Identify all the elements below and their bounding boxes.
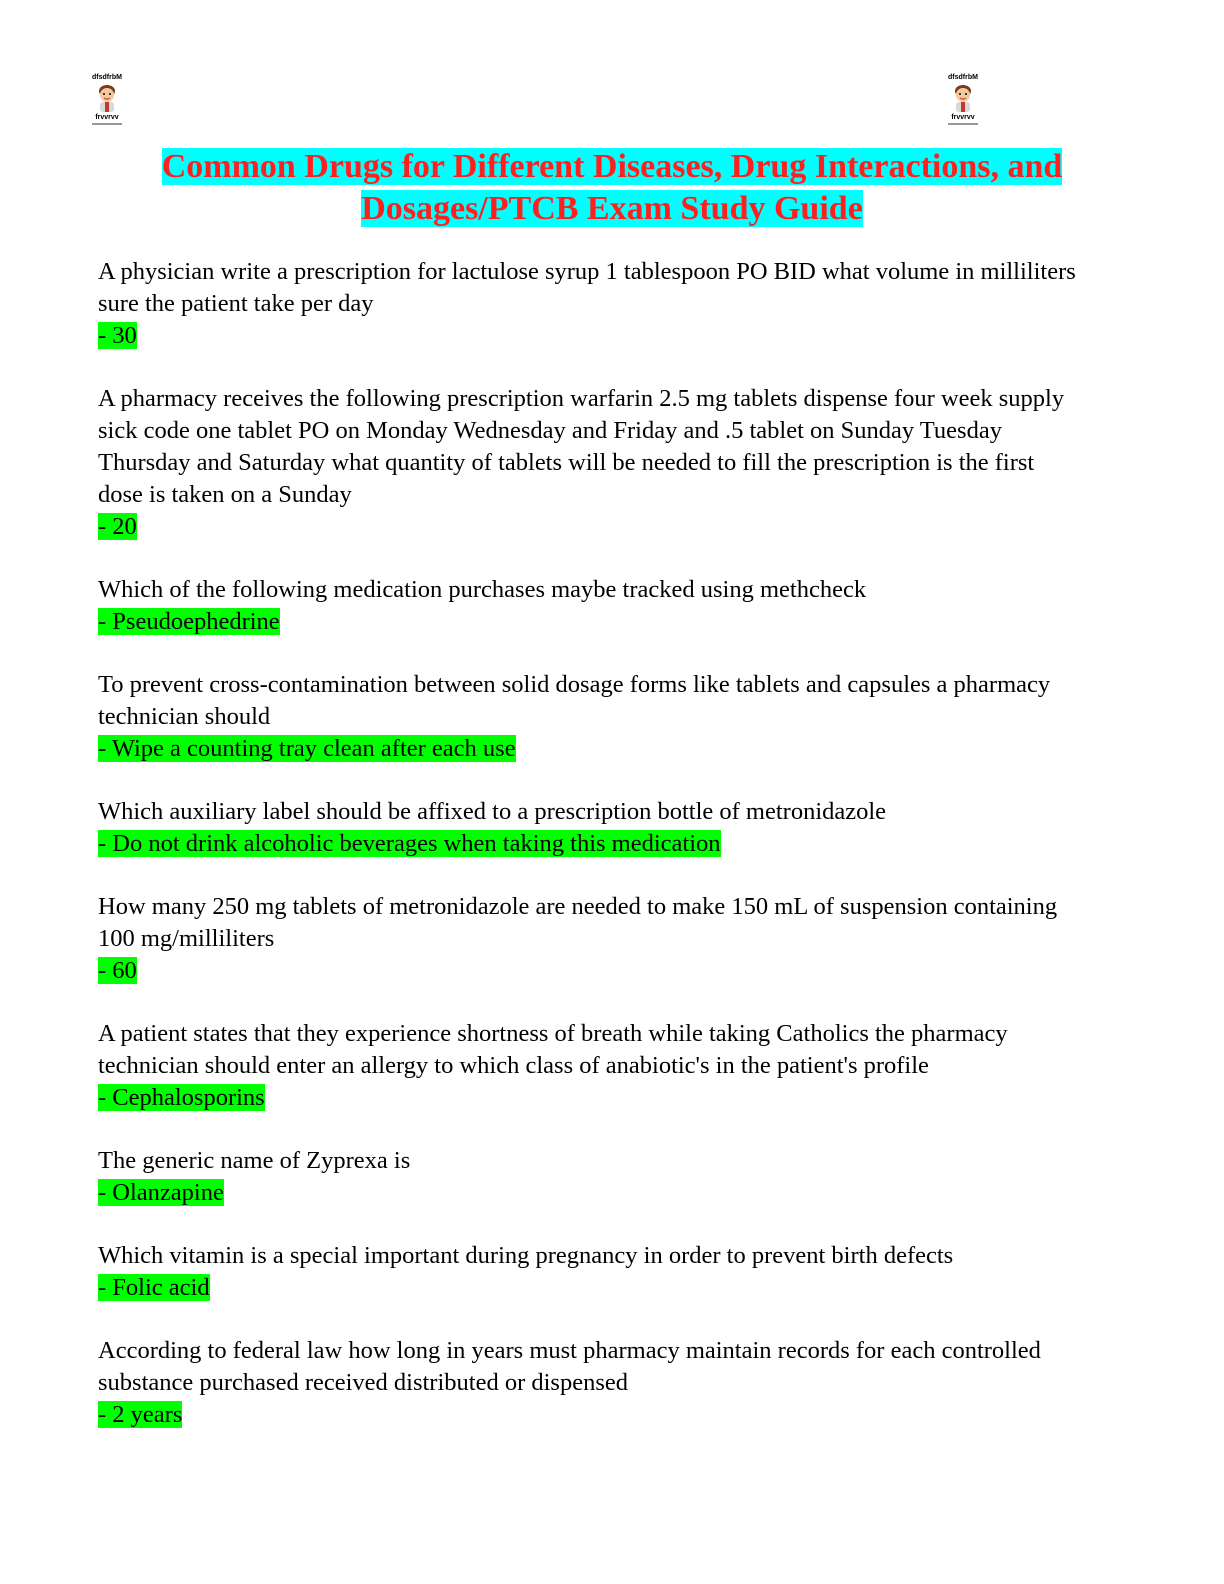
page-title-line-2: Dosages/PTCB Exam Study Guide [361,190,863,227]
qa-item [98,891,1078,987]
qa-item [98,574,1078,638]
qa-item [98,1240,1078,1304]
qa-item [98,383,1078,543]
question-text: A patient states that they experience shortness of breath while taking Catholics the pharmacy technician should enter an allergy to which class of anabiotic's in the patient's profile [98,1020,1008,1079]
answer-text: - Folic acid [98,1274,210,1301]
question-text: According to federal law how long in years must pharmacy maintain records for each controlled substance purchased received distributed or dispensed [98,1337,1041,1396]
answer-text: - Olanzapine [98,1179,224,1206]
qa-item [98,256,1078,352]
qa-item [98,669,1078,765]
qa-item [98,1335,1078,1431]
answer-text: - Cephalosporins [98,1084,265,1111]
answer-text: - Wipe a counting tray clean after each use [98,735,516,762]
answer-text: - Do not drink alcoholic beverages when taking this medication [98,830,721,857]
question-text: How many 250 mg tablets of metronidazole are needed to make 150 mL of suspension containing 100 mg/milliliters [98,893,1058,952]
mascot-face-icon [90,82,124,114]
logo-bottom-text: frvvrvv [951,114,975,121]
logo-top-text: dfsdfrbM [948,74,978,81]
page-title-line-1: Common Drugs for Different Diseases, Drug Interactions, and [161,148,1063,185]
qa-item [98,1018,1078,1114]
logo-sub-text [92,122,122,127]
logo-left [76,74,138,136]
logo-bottom-text: frvvrvv [95,114,119,121]
logo-top-text: dfsdfrbM [92,74,122,81]
answer-text: - Pseudoephedrine [98,608,280,635]
logo-tagline-icon [92,122,122,126]
question-text: To prevent cross-contamination between solid dosage forms like tablets and capsules a pharmacy technician should [98,671,1051,730]
qa-list [98,256,1078,1462]
question-text: A pharmacy receives the following prescription warfarin 2.5 mg tablets dispense four week supply sick code one tablet PO on Monday Wednesday and Friday and .5 tablet on Sunday Tuesday Thursday and Saturday what quantity of tablets will be needed to fill the prescription is the first dose is taken on a Sunday [98,385,1065,508]
logo-sub-text [948,122,978,127]
answer-text: - 60 [98,957,137,984]
mascot-face-icon [946,82,980,114]
page-title [0,146,1224,230]
answer-text: - 2 years [98,1401,183,1428]
logo-tagline-icon [948,122,978,126]
question-text: Which auxiliary label should be affixed to a prescription bottle of metronidazole [98,798,887,825]
answer-text: - 20 [98,513,137,540]
question-text: Which of the following medication purchases maybe tracked using methcheck [98,576,867,603]
qa-item [98,796,1078,860]
answer-text: - 30 [98,322,137,349]
question-text: The generic name of Zyprexa is [98,1147,411,1174]
question-text: A physician write a prescription for lactulose syrup 1 tablespoon PO BID what volume in milliliters sure the patient take per day [98,258,1076,317]
qa-item [98,1145,1078,1209]
question-text: Which vitamin is a special important during pregnancy in order to prevent birth defects [98,1242,954,1269]
logo-right [932,74,994,136]
